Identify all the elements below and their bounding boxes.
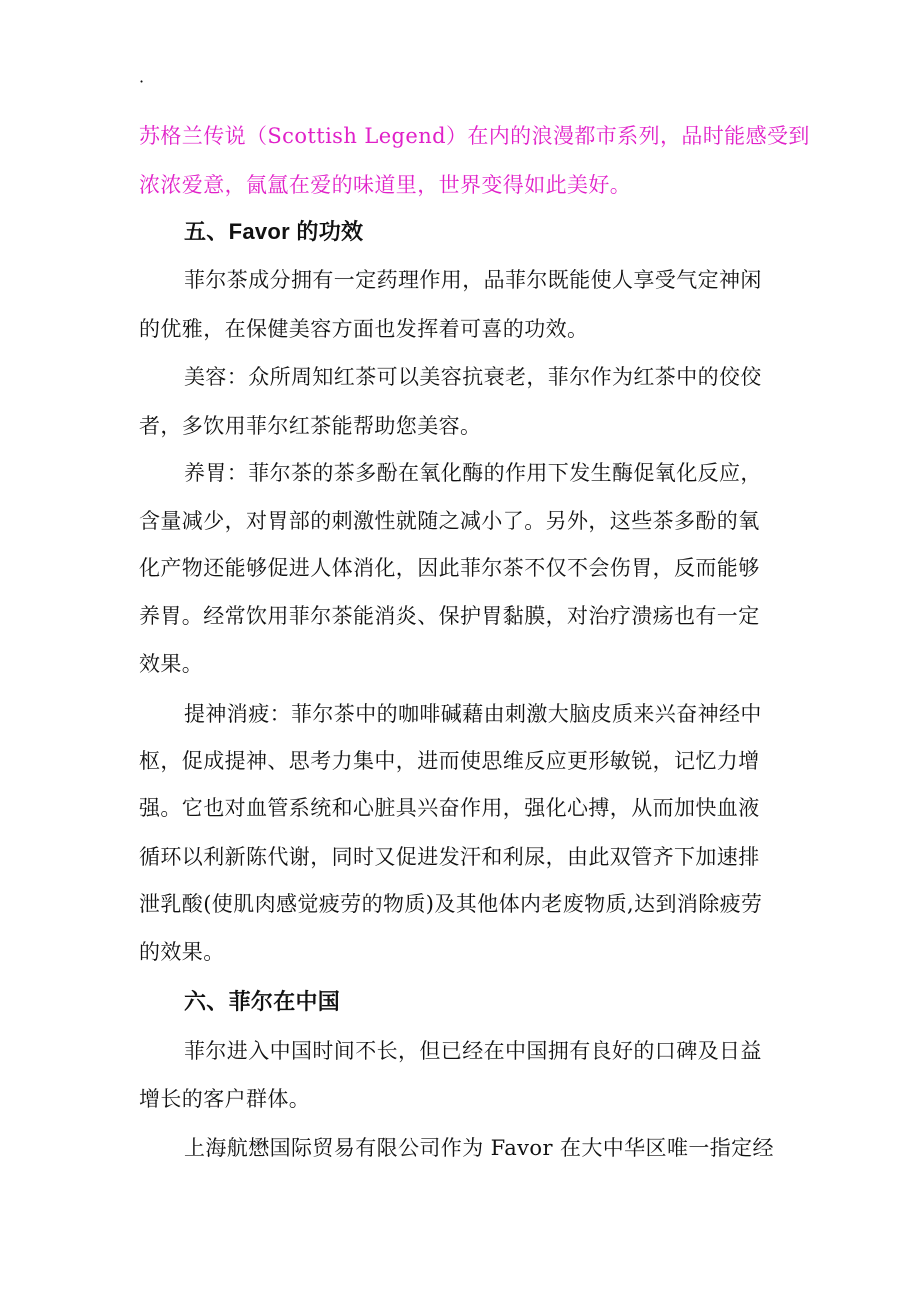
section-6-heading: 六、菲尔在中国 — [184, 989, 341, 1014]
section-5-line: 养胃。经常饮用菲尔茶能消炎、保护胃黏膜，对治疗溃疡也有一定 — [139, 604, 760, 628]
section-5-line: 效果。 — [139, 652, 204, 676]
section-5-line: 循环以利新陈代谢，同时又促进发汗和利尿，由此双管齐下加速排 — [139, 845, 760, 869]
intro-line-1: 苏格兰传说（Scottish Legend）在内的浪漫都市系列，品时能感受到 — [139, 124, 810, 148]
section-5-line: 的效果。 — [139, 940, 225, 964]
section-6-line: 上海航懋国际贸易有限公司作为 Favor 在大中华区唯一指定经 — [184, 1136, 774, 1160]
section-5-line: 提神消疲：菲尔茶中的咖啡碱藉由刺激大脑皮质来兴奋神经中 — [184, 702, 762, 726]
section-5-line: 枢，促成提神、思考力集中，进而使思维反应更形敏锐，记忆力增 — [139, 749, 760, 773]
section-5-line: 菲尔茶成分拥有一定药理作用，品菲尔既能使人享受气定神闲 — [184, 268, 762, 292]
intro-line-2: 浓浓爱意，氤氲在爱的味道里，世界变得如此美好。 — [139, 173, 632, 197]
top-mark: · — [139, 72, 145, 91]
section-5-line: 养胃：菲尔茶的茶多酚在氧化酶的作用下发生酶促氧化反应， — [184, 461, 762, 485]
section-6-line: 菲尔进入中国时间不长，但已经在中国拥有良好的口碑及日益 — [184, 1039, 762, 1063]
section-6-line: 增长的客户群体。 — [139, 1087, 311, 1111]
section-5-line: 美容：众所周知红茶可以美容抗衰老，菲尔作为红茶中的佼佼 — [184, 365, 762, 389]
section-5-line: 强。它也对血管系统和心脏具兴奋作用，强化心搏，从而加快血液 — [139, 796, 760, 820]
section-5-line: 化产物还能够促进人体消化，因此菲尔茶不仅不会伤胃，反而能够 — [139, 556, 760, 580]
section-5-line: 者，多饮用菲尔红茶能帮助您美容。 — [139, 414, 482, 438]
section-5-line: 含量减少，对胃部的刺激性就随之减小了。另外，这些茶多酚的氧 — [139, 509, 760, 533]
section-5-line: 的优雅，在保健美容方面也发挥着可喜的功效。 — [139, 317, 589, 341]
section-5-line: 泄乳酸(使肌肉感觉疲劳的物质)及其他体内老废物质,达到消除疲劳 — [139, 892, 763, 916]
section-5-heading: 五、Favor 的功效 — [184, 219, 364, 244]
